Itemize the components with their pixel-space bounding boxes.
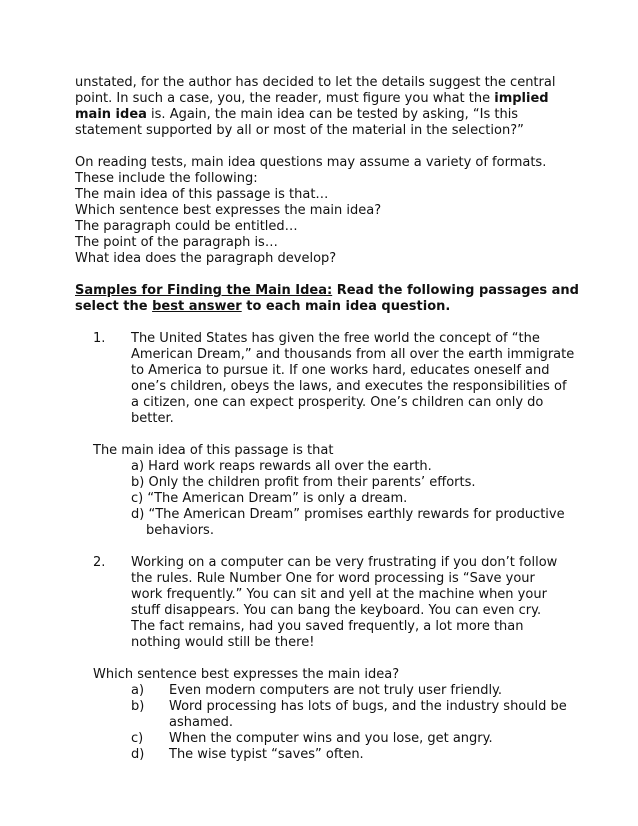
option-text: Even modern computers are not truly user friendly. (169, 683, 503, 698)
option-letter: b) (131, 699, 145, 714)
option-text: The wise typist “saves” often. (169, 747, 364, 762)
question-1-options (131, 459, 575, 539)
passage-line: the rules. Rule Number One for word processing is “Save your (131, 571, 535, 586)
passage-line: a citizen, one can expect prosperity. One’s children can only do (131, 395, 544, 410)
passage-line: better. (131, 411, 174, 426)
formats-list (75, 187, 575, 267)
question-1-passage (93, 331, 575, 427)
list-item: The paragraph could be entitled… (75, 219, 298, 234)
formats-line-2: These include the following: (75, 171, 258, 186)
formats-line-1: On reading tests, main idea questions may assume a variety of formats. (75, 155, 547, 170)
option-letter: a) (131, 683, 145, 698)
question-2 (75, 555, 575, 763)
intro-line-1: unstated, for the author has decided to let the details suggest the central (75, 75, 556, 90)
option-letter: d) (131, 747, 145, 762)
list-item: Which sentence best expresses the main idea? (75, 203, 382, 218)
passage-line: Working on a computer can be very frustrating if you don’t follow (131, 555, 558, 570)
bold-implied: implied (494, 91, 549, 106)
samples-heading (75, 283, 579, 315)
passage-line: one’s children, obeys the laws, and executes the responsibilities of (131, 379, 567, 394)
passage-line: The United States has given the free world the concept of “the (131, 331, 540, 346)
bold-main-idea: main idea (75, 107, 147, 122)
intro-line-2 (75, 91, 575, 107)
document-page (75, 75, 579, 763)
answer-option-line-2: behaviors. (146, 523, 214, 538)
question-number: 2. (93, 555, 106, 570)
answer-option (131, 731, 575, 747)
question-1 (75, 331, 575, 539)
question-2-options (131, 683, 575, 763)
samples-line2-pre: select the (75, 299, 153, 314)
samples-heading-line-2 (75, 299, 575, 315)
intro-line-4: statement supported by all or most of the material in the selection?” (75, 123, 524, 138)
list-item: What idea does the paragraph develop? (75, 251, 337, 266)
samples-heading-line-1 (75, 283, 579, 299)
option-letter: c) (131, 731, 144, 746)
option-text-line-2: ashamed. (169, 715, 233, 730)
option-text: Word processing has lots of bugs, and the industry should be (169, 699, 567, 714)
question-number: 1. (93, 331, 106, 346)
intro-line-3-text: is. Again, the main idea can be tested by asking, “Is this (146, 107, 519, 122)
passage-line: work frequently.” You can sit and yell at the machine when your (131, 587, 547, 602)
best-answer-underlined: best answer (152, 299, 242, 314)
passage-line: The fact remains, had you saved frequently, a lot more than (131, 619, 524, 634)
question-2-passage (93, 555, 575, 651)
option-text: When the computer wins and you lose, get angry. (169, 731, 493, 746)
list-item: The main idea of this passage is that… (75, 187, 329, 202)
list-item: The point of the paragraph is… (75, 235, 278, 250)
passage-line: to America to pursue it. If one works hard, educates oneself and (131, 363, 550, 378)
answer-option: a) Hard work reaps rewards all over the earth. (131, 459, 432, 474)
answer-option-line-1: d) “The American Dream” promises earthly rewards for productive (131, 507, 565, 522)
samples-heading-rest: Read the following passages and (332, 283, 579, 298)
answer-option: b) Only the children profit from their parents’ efforts. (131, 475, 476, 490)
question-1-stem: The main idea of this passage is that (93, 443, 334, 458)
samples-heading-underlined: Samples for Finding the Main Idea: (75, 283, 333, 298)
samples-line2-post: to each main idea question. (241, 299, 451, 314)
answer-option (131, 747, 575, 763)
intro-line-3 (75, 107, 575, 123)
passage-line: stuff disappears. You can bang the keyboard. You can even cry. (131, 603, 542, 618)
answer-option (131, 507, 575, 539)
intro-paragraph (75, 75, 575, 139)
passage-line: nothing would still be there! (131, 635, 315, 650)
intro-line-2-text: point. In such a case, you, the reader, must figure you what the (75, 91, 495, 106)
answer-option (131, 683, 575, 699)
answer-option: c) “The American Dream” is only a dream. (131, 491, 408, 506)
question-2-stem: Which sentence best expresses the main idea? (93, 667, 400, 682)
formats-paragraph (75, 155, 575, 267)
passage-line: American Dream,” and thousands from all over the earth immigrate (131, 347, 575, 362)
answer-option (131, 699, 575, 731)
